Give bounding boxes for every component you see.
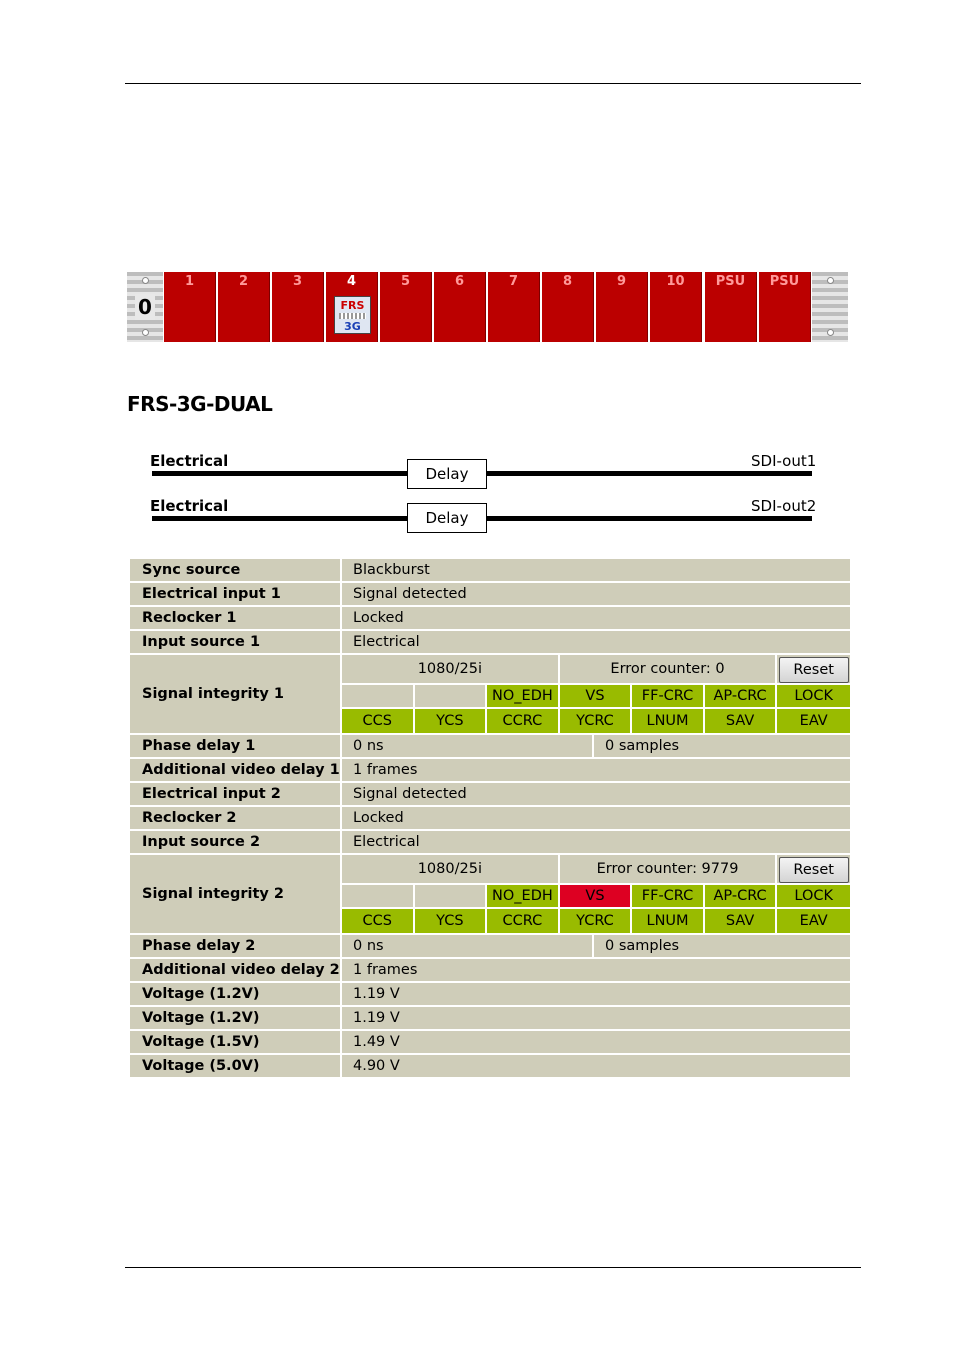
path2-input-label: Electrical xyxy=(150,497,229,515)
slot-psu-1[interactable] xyxy=(704,272,757,342)
table-row xyxy=(130,807,850,829)
reclocker-2-value: Locked xyxy=(342,807,850,829)
error-counter: Error counter: 0 xyxy=(560,655,778,685)
card-icon-pattern xyxy=(339,313,366,319)
rack-screw-icon xyxy=(827,277,834,284)
reclocker-1-label: Reclocker 1 xyxy=(130,607,340,629)
flag-ccs: CCS xyxy=(342,709,415,733)
path1-input-label: Electrical xyxy=(150,452,229,470)
path1-output-label: SDI-out1 xyxy=(751,452,817,470)
phase-delay-2-samples: 0 samples xyxy=(594,935,850,957)
voltage-3-value: 1.49 V xyxy=(342,1031,850,1053)
reclocker-1-value: Locked xyxy=(342,607,850,629)
signal-integrity-1-panel xyxy=(342,655,850,733)
format-value: 1080/25i xyxy=(342,655,560,685)
phase-delay-2-label: Phase delay 2 xyxy=(130,935,340,957)
slot-label: 5 xyxy=(400,274,411,289)
voltage-3-label: Voltage (1.5V) xyxy=(130,1031,340,1053)
path1-delay-block[interactable]: Delay xyxy=(407,459,487,489)
slot-label: 1 xyxy=(184,274,195,289)
slot-label: 3 xyxy=(292,274,303,289)
table-row xyxy=(130,559,850,581)
electrical-input-1-value: Signal detected xyxy=(342,583,850,605)
flag-ycs: YCS xyxy=(415,709,488,733)
flag-ap-crc: AP-CRC xyxy=(705,885,778,909)
table-row xyxy=(130,831,850,853)
table-row xyxy=(130,935,850,957)
rack-screw-icon xyxy=(142,277,149,284)
slot-8[interactable] xyxy=(541,272,594,342)
input-source-1-value: Electrical xyxy=(342,631,850,653)
slot-1[interactable] xyxy=(163,272,216,342)
signal-integrity-2-panel xyxy=(342,855,850,933)
reset-cell xyxy=(777,855,850,885)
flag-ccrc: CCRC xyxy=(487,709,560,733)
error-counter: Error counter: 9779 xyxy=(560,855,778,885)
slot-label: 10 xyxy=(666,274,685,289)
flag-ycrc: YCRC xyxy=(560,909,633,933)
voltage-4-label: Voltage (5.0V) xyxy=(130,1055,340,1077)
flag-vs: VS xyxy=(560,885,633,909)
slot-label: 4 xyxy=(346,274,357,289)
flag-ff-crc: FF-CRC xyxy=(632,685,705,709)
flag-ap-crc: AP-CRC xyxy=(705,685,778,709)
slot-label: 7 xyxy=(508,274,519,289)
signal-integrity-1-label: Signal integrity 1 xyxy=(130,655,340,733)
header-rule xyxy=(125,83,861,84)
rack-right-cap xyxy=(812,272,848,342)
flag-lock: LOCK xyxy=(777,685,850,709)
table-row xyxy=(130,983,850,1005)
flag-ff-crc: FF-CRC xyxy=(632,885,705,909)
rack-screw-icon xyxy=(142,329,149,336)
slot-7[interactable] xyxy=(487,272,540,342)
electrical-input-2-value: Signal detected xyxy=(342,783,850,805)
rack-screw-icon xyxy=(827,329,834,336)
flag-empty xyxy=(415,685,488,709)
phase-delay-2-ns: 0 ns xyxy=(342,935,592,957)
flag-lnum: LNUM xyxy=(632,909,705,933)
electrical-input-2-label: Electrical input 2 xyxy=(130,783,340,805)
slot-psu-2[interactable] xyxy=(758,272,811,342)
slot-4[interactable] xyxy=(325,272,378,342)
flag-no-edh: NO_EDH xyxy=(487,885,560,909)
flag-ccrc: CCRC xyxy=(487,909,560,933)
sync-source-value: Blackburst xyxy=(342,559,850,581)
table-row xyxy=(130,1055,850,1077)
table-row xyxy=(130,607,850,629)
table-row xyxy=(130,655,850,733)
flag-empty xyxy=(342,885,415,909)
flag-empty xyxy=(415,885,488,909)
signal-integrity-1-grid xyxy=(342,655,850,733)
rack-left-cap xyxy=(127,272,163,342)
input-source-1-label: Input source 1 xyxy=(130,631,340,653)
table-row xyxy=(130,583,850,605)
reset-button[interactable]: Reset xyxy=(779,857,849,883)
table-row xyxy=(130,735,850,757)
table-row xyxy=(130,855,850,933)
flag-lnum: LNUM xyxy=(632,709,705,733)
table-row xyxy=(130,759,850,781)
input-source-2-value: Electrical xyxy=(342,831,850,853)
additional-video-delay-2-label: Additional video delay 2 xyxy=(130,959,340,981)
voltage-1-value: 1.19 V xyxy=(342,983,850,1005)
card-icon-bottom-text: 3G xyxy=(344,320,361,333)
slot-label: 6 xyxy=(454,274,465,289)
slot-label: PSU xyxy=(715,274,746,289)
table-row xyxy=(130,631,850,653)
flag-sav: SAV xyxy=(705,909,778,933)
input-source-2-label: Input source 2 xyxy=(130,831,340,853)
flag-ccs: CCS xyxy=(342,909,415,933)
phase-delay-1-label: Phase delay 1 xyxy=(130,735,340,757)
slot-label: PSU xyxy=(769,274,800,289)
table-row xyxy=(130,1031,850,1053)
table-row xyxy=(130,1007,850,1029)
voltage-2-label: Voltage (1.2V) xyxy=(130,1007,340,1029)
reset-button[interactable]: Reset xyxy=(779,657,849,683)
electrical-input-1-label: Electrical input 1 xyxy=(130,583,340,605)
reset-cell xyxy=(777,655,850,685)
flag-no-edh: NO_EDH xyxy=(487,685,560,709)
slot-2[interactable] xyxy=(217,272,270,342)
flag-ycs: YCS xyxy=(415,909,488,933)
flag-empty xyxy=(342,685,415,709)
voltage-1-label: Voltage (1.2V) xyxy=(130,983,340,1005)
path2-output-label: SDI-out2 xyxy=(751,497,817,515)
flag-sav: SAV xyxy=(705,709,778,733)
flag-eav: EAV xyxy=(777,909,850,933)
footer-rule xyxy=(125,1267,861,1268)
slot-3[interactable] xyxy=(271,272,324,342)
slot-label: 2 xyxy=(238,274,249,289)
reclocker-2-label: Reclocker 2 xyxy=(130,807,340,829)
status-table xyxy=(128,557,852,1079)
additional-video-delay-2-value: 1 frames xyxy=(342,959,850,981)
slot-label: 8 xyxy=(562,274,573,289)
signal-integrity-2-label: Signal integrity 2 xyxy=(130,855,340,933)
path2-delay-block[interactable]: Delay xyxy=(407,503,487,533)
slot-10[interactable] xyxy=(649,272,702,342)
format-value: 1080/25i xyxy=(342,855,560,885)
slot-label: 9 xyxy=(616,274,627,289)
page-title: FRS-3G-DUAL xyxy=(127,392,273,416)
slot-6[interactable] xyxy=(433,272,486,342)
slot-9[interactable] xyxy=(595,272,648,342)
flag-lock: LOCK xyxy=(777,885,850,909)
additional-video-delay-1-value: 1 frames xyxy=(342,759,850,781)
flag-eav: EAV xyxy=(777,709,850,733)
table-row xyxy=(130,783,850,805)
sync-source-label: Sync source xyxy=(130,559,340,581)
flag-vs: VS xyxy=(560,685,633,709)
flag-ycrc: YCRC xyxy=(560,709,633,733)
frame-number: 0 xyxy=(135,294,155,320)
phase-delay-1-samples: 0 samples xyxy=(594,735,850,757)
slot-5[interactable] xyxy=(379,272,432,342)
signal-integrity-2-grid xyxy=(342,855,850,933)
voltage-4-value: 4.90 V xyxy=(342,1055,850,1077)
frs-3g-card-icon[interactable] xyxy=(334,296,371,334)
phase-delay-1-ns: 0 ns xyxy=(342,735,592,757)
voltage-2-value: 1.19 V xyxy=(342,1007,850,1029)
table-row xyxy=(130,959,850,981)
additional-video-delay-1-label: Additional video delay 1 xyxy=(130,759,340,781)
card-icon-top-text: FRS xyxy=(340,299,365,312)
frame-rack xyxy=(127,272,848,342)
